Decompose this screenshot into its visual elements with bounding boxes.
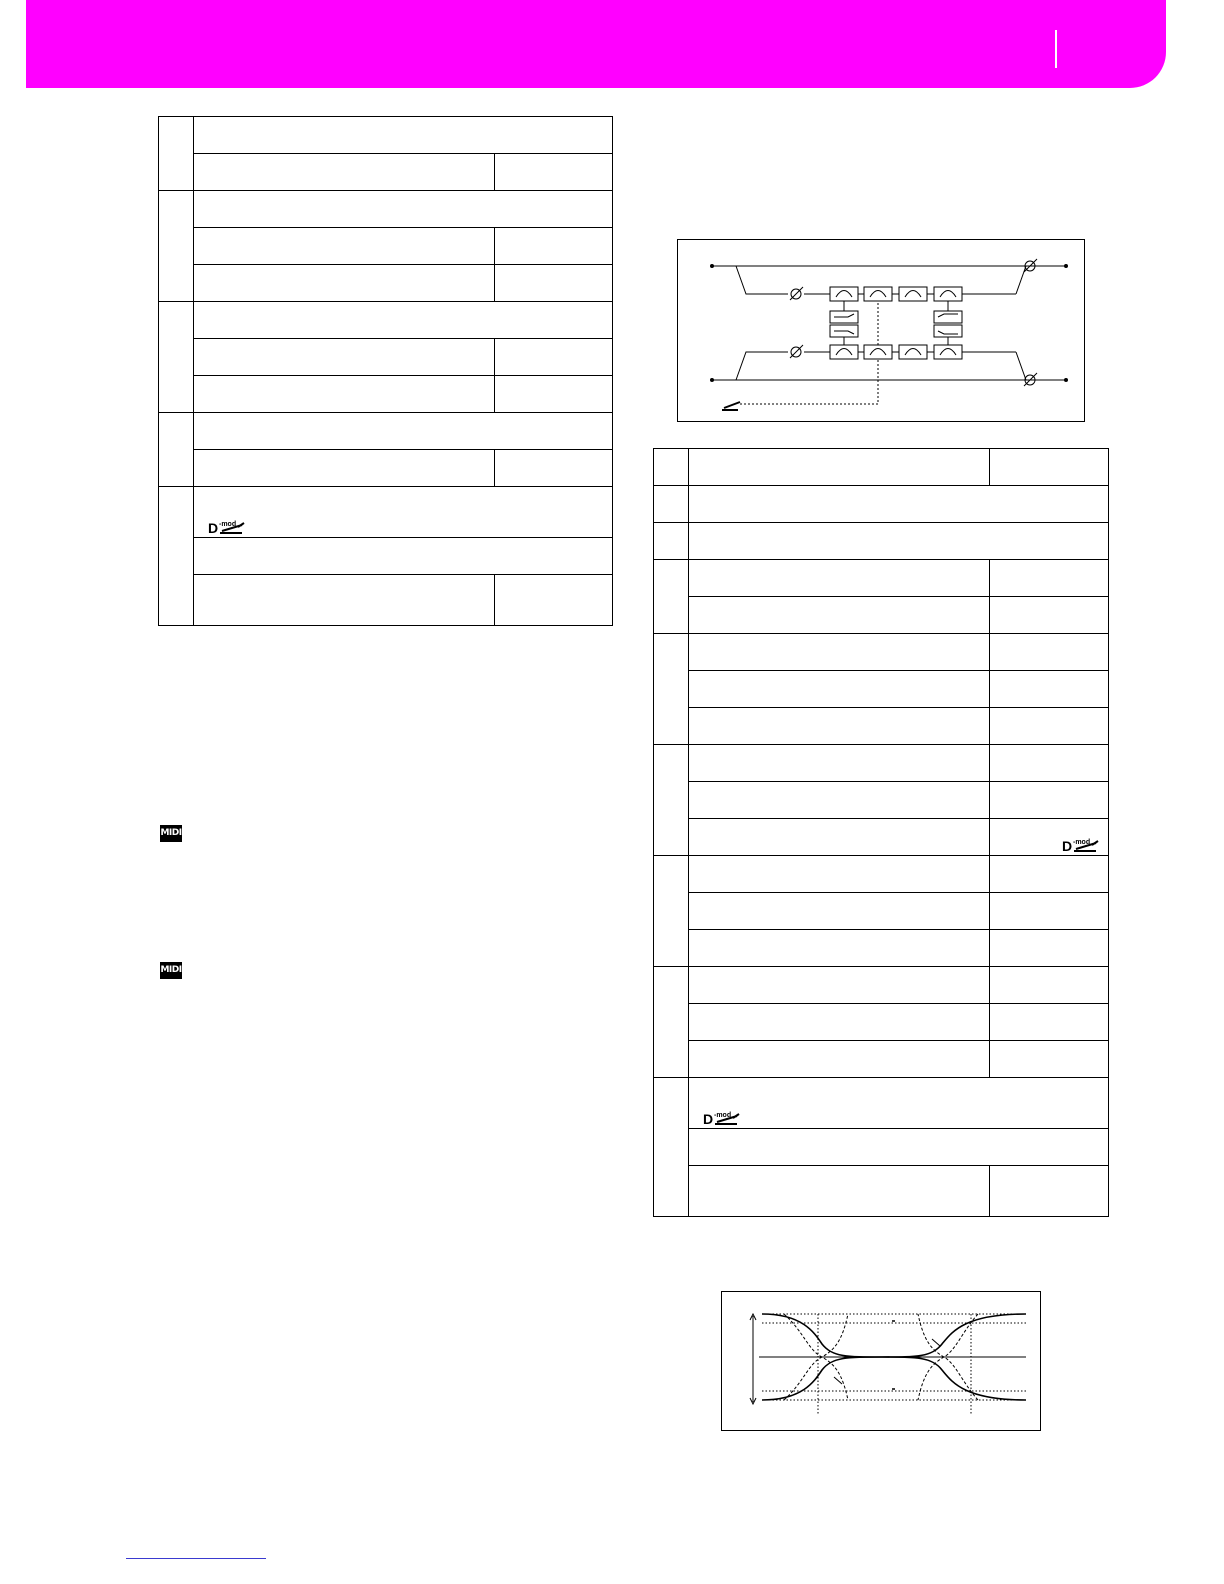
table-row [654,893,1109,930]
param-index-cell [654,967,689,1078]
param-value-cell [990,1166,1109,1217]
param-desc-cell [689,819,990,856]
param-desc-cell [194,154,495,191]
param-value-cell [990,597,1109,634]
param-value-cell [495,339,613,376]
pedal-icon [722,402,740,410]
table-row [654,634,1109,671]
svg-text:D: D [208,520,219,535]
table-row [159,413,613,450]
param-desc-cell [689,708,990,745]
param-value-cell [990,930,1109,967]
dmod-icon [1062,837,1102,853]
param-index-cell [159,413,194,487]
param-name-cell [689,486,1109,523]
svg-text:-mod: -mod [1073,839,1091,846]
param-desc-cell [194,538,613,575]
dmod-icon [703,1110,743,1126]
param-desc-cell [689,893,990,930]
param-desc-cell [689,1166,990,1217]
svg-text:D: D [703,1111,714,1126]
param-desc-cell [689,1041,990,1078]
table-row [654,449,1109,486]
right-parameter-table [653,448,1109,1217]
table-row [654,671,1109,708]
param-name-cell [194,302,613,339]
param-index-cell [159,302,194,413]
param-desc-cell [194,228,495,265]
midi-icon: MIDI [160,962,182,979]
param-desc-cell [689,745,990,782]
param-index-cell [159,117,194,191]
param-index-cell [654,856,689,967]
param-desc-cell [689,930,990,967]
param-index-cell [654,745,689,856]
left-parameter-table [158,116,613,626]
param-value-cell [990,1004,1109,1041]
table-row [654,930,1109,967]
table-row [159,487,613,538]
svg-text:D: D [1062,838,1073,853]
response-curve-graph [721,1291,1041,1431]
param-desc-cell [689,856,990,893]
param-name-cell [689,523,1109,560]
table-row [654,1004,1109,1041]
header-page-divider [1055,30,1057,68]
page-header-band [26,0,1166,88]
table-row [654,523,1109,560]
param-desc-cell [689,560,990,597]
table-row [159,575,613,626]
param-desc-cell [689,449,990,486]
table-row [159,191,613,228]
param-value-cell [990,708,1109,745]
param-desc-cell [689,634,990,671]
param-value-cell [990,893,1109,930]
table-row [159,450,613,487]
param-desc-cell [689,782,990,819]
param-value-cell [990,745,1109,782]
footer-link-underline[interactable] [126,1558,266,1559]
table-row [159,538,613,575]
param-value-cell [495,376,613,413]
table-row [159,228,613,265]
param-index-cell [159,191,194,302]
param-desc-cell [194,575,495,626]
param-value-cell [990,967,1109,1004]
svg-text:-mod: -mod [219,521,237,528]
table-row [654,1129,1109,1166]
param-value-cell [990,819,1109,856]
param-desc-cell [194,339,495,376]
param-desc-cell [194,376,495,413]
param-index-cell [654,523,689,560]
table-row [159,154,613,191]
param-desc-cell [689,597,990,634]
param-value-cell [990,1041,1109,1078]
table-row [159,265,613,302]
table-row [159,339,613,376]
param-value-cell [495,575,613,626]
table-row [654,745,1109,782]
table-row [159,302,613,339]
table-row [654,967,1109,1004]
table-row [159,117,613,154]
param-value-cell [990,856,1109,893]
param-value-cell [990,449,1109,486]
param-desc-cell [689,1004,990,1041]
param-value-cell [495,228,613,265]
table-row [654,597,1109,634]
response-curve-svg [722,1292,1040,1430]
svg-text:-mod: -mod [714,1112,732,1119]
param-name-cell [194,191,613,228]
param-value-cell [495,154,613,191]
param-desc-cell [689,967,990,1004]
table-row [654,708,1109,745]
table-row [654,1166,1109,1217]
param-name-cell [194,117,613,154]
table-row [159,376,613,413]
effect-block-diagram [677,239,1085,422]
param-name-cell [194,413,613,450]
param-index-cell [654,449,689,486]
table-row [654,782,1109,819]
table-row [654,1078,1109,1129]
param-value-cell [495,450,613,487]
param-value-cell [990,782,1109,819]
param-value-cell [990,634,1109,671]
param-index-cell [159,487,194,626]
param-desc-cell [689,671,990,708]
param-index-cell [654,1078,689,1217]
param-desc-cell [194,265,495,302]
param-desc-cell [194,450,495,487]
table-row [654,819,1109,856]
dmod-icon [208,519,248,535]
block-diagram-svg [678,240,1084,421]
table-row [654,856,1109,893]
table-row [654,486,1109,523]
table-row [654,1041,1109,1078]
param-index-cell [654,634,689,745]
param-desc-cell [689,1129,1109,1166]
param-value-cell [495,265,613,302]
param-index-cell [654,486,689,523]
midi-icon: MIDI [160,825,182,842]
param-value-cell [990,560,1109,597]
table-row [654,560,1109,597]
param-value-cell [990,671,1109,708]
param-index-cell [654,560,689,634]
param-name-cell [689,1078,1109,1129]
param-name-cell [194,487,613,538]
